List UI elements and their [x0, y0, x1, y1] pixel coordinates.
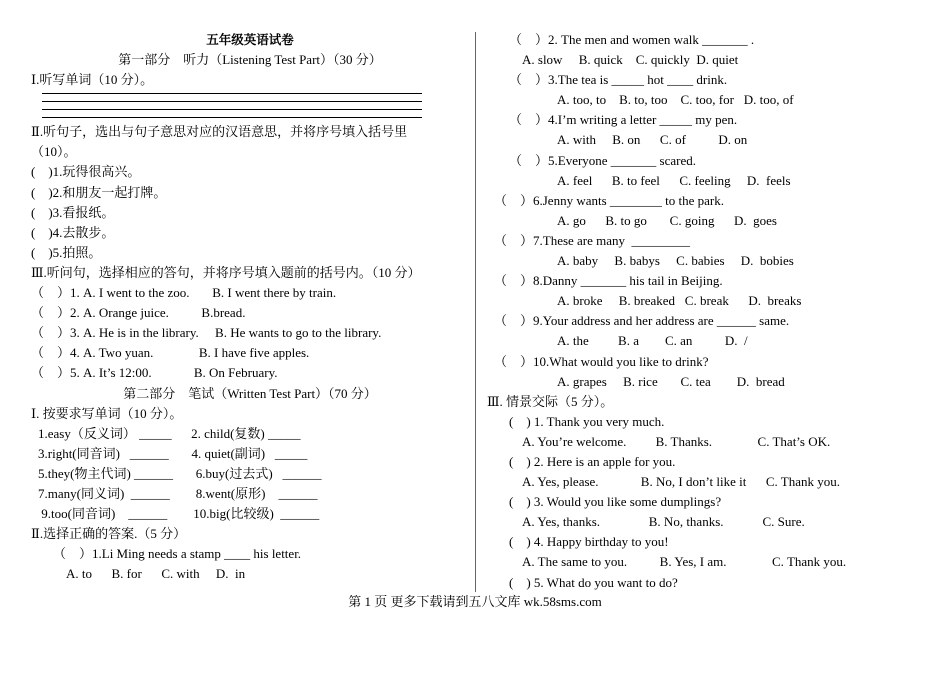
word-item: 7.many(同义词) ______ 8.went(原形) ______	[38, 485, 318, 501]
answer-options: A. with B. on C. of D. on	[557, 132, 748, 148]
question-item: （ ）3. A. He is in the library. B. He wants to go to the library.	[31, 325, 382, 341]
question-item: （ ）7.These are many _________	[494, 232, 691, 248]
question-item: ( ) 1. Thank you very much.	[509, 413, 665, 429]
question-item: ( ) 2. Here is an apple for you.	[509, 453, 676, 469]
answer-options: A. too, to B. to, too C. too, for D. too, of	[557, 92, 794, 108]
question-item: ( ) 4. Happy birthday to you!	[509, 534, 669, 550]
question-item: （ ）2. The men and women walk _______ .	[509, 32, 755, 47]
section-heading: Ⅰ. 按要求写单词（10 分）。	[31, 405, 183, 421]
answer-options: A. broke B. breaked C. break D. breaks	[557, 293, 802, 309]
question-item: （ ）5.Everyone _______ scared.	[509, 152, 697, 168]
section-heading-cont: （10）。	[31, 144, 77, 160]
question-item: （ ）1. A. I went to the zoo. B. I went there by train.	[31, 285, 337, 301]
word-item: 9.too(同音词) ______ 10.big(比较级) ______	[38, 506, 320, 522]
answer-options: A. the B. a C. an D. /	[557, 333, 748, 349]
answer-options: A. feel B. to feel C. feeling D. feels	[557, 172, 791, 188]
question-item: （ ）10.What would you like to drink?	[494, 353, 709, 369]
question-item: （ ）6.Jenny wants ________ to the park.	[494, 192, 725, 208]
answer-options: A. go B. to go C. going D. goes	[557, 212, 777, 228]
question-item: ( )3.看报纸。	[31, 204, 115, 220]
question-item: （ ）8.Danny _______ his tail in Beijing.	[494, 273, 723, 289]
dictation-line[interactable]	[31, 98, 469, 106]
section-heading: Ⅱ.听句子，选出与句子意思对应的汉语意思，并将序号填入括号里	[31, 124, 408, 140]
dictation-line[interactable]	[31, 114, 469, 122]
section-heading: Ⅰ.听写单词（10 分）。	[31, 72, 154, 88]
question-item: ( )4.去散步。	[31, 224, 115, 240]
word-item: 5.they(物主代词) ______ 6.buy(过去式) ______	[38, 465, 322, 481]
question-item: ( )2.和朋友一起打牌。	[31, 184, 167, 200]
question-item: ( ) 5. What do you want to do?	[509, 574, 678, 590]
question-item: （ ）2. A. Orange juice. B.bread.	[31, 305, 246, 321]
answer-options: A. to B. for C. with D. in	[66, 566, 246, 582]
page-footer: 第 1 页 更多下载请到五八文库 wk.58sms.com	[348, 594, 602, 609]
exam-title: 五年级英语试卷	[206, 32, 294, 47]
question-item: （ ）4.I’m writing a letter _____ my pen.	[509, 112, 738, 128]
word-item: 3.right(同音词) ______ 4. quiet(副词) _____	[38, 445, 308, 461]
answer-options: A. baby B. babys C. babies D. bobies	[557, 253, 794, 269]
answer-options: A. Yes, please. B. No, I don’t like it C. Thank you.	[522, 474, 841, 490]
answer-options: A. You’re welcome. B. Thanks. C. That’s OK.	[522, 433, 831, 449]
answer-options: A. slow B. quick C. quickly D. quiet	[522, 52, 739, 68]
question-item: （ ）5. A. It’s 12:00. B. On February.	[31, 365, 278, 381]
part-two-heading: 第二部分 笔试（Written Test Part）（70 分）	[123, 385, 377, 401]
left-column	[31, 30, 469, 584]
part-one-heading: 第一部分 听力（Listening Test Part）（30 分）	[118, 52, 382, 68]
answer-options: A. grapes B. rice C. tea D. bread	[557, 373, 785, 389]
section-heading: Ⅲ.听问句，选择相应的答句，并将序号填入题前的括号内。（10 分）	[31, 264, 421, 280]
question-item: ( ) 3. Would you like some dumplings?	[509, 494, 722, 510]
question-item: ( )5.拍照。	[31, 244, 102, 260]
question-item: （ ）9.Your address and her address are ______ same.	[494, 313, 790, 329]
section-heading: Ⅱ.选择正确的答案.（5 分）	[31, 526, 187, 542]
question-item: （ ）3.The tea is _____ hot ____ drink.	[509, 72, 728, 88]
word-item: 1.easy（反义词） _____ 2. child(复数) _____	[38, 425, 301, 441]
answer-options: A. The same to you. B. Yes, I am. C. Thank you.	[522, 554, 847, 570]
question-item: ( )1.玩得很高兴。	[31, 164, 141, 180]
question-item: （ ）4. A. Two yuan. B. I have five apples.	[31, 345, 310, 361]
answer-options: A. Yes, thanks. B. No, thanks. C. Sure.	[522, 514, 805, 530]
right-column	[487, 30, 927, 593]
column-divider	[475, 32, 476, 592]
section-heading: Ⅲ. 情景交际（5 分）。	[487, 393, 614, 409]
dictation-line[interactable]	[31, 90, 469, 98]
dictation-line[interactable]	[31, 106, 469, 114]
question-item: （ ）1.Li Ming needs a stamp ____ his letter.	[53, 546, 302, 562]
